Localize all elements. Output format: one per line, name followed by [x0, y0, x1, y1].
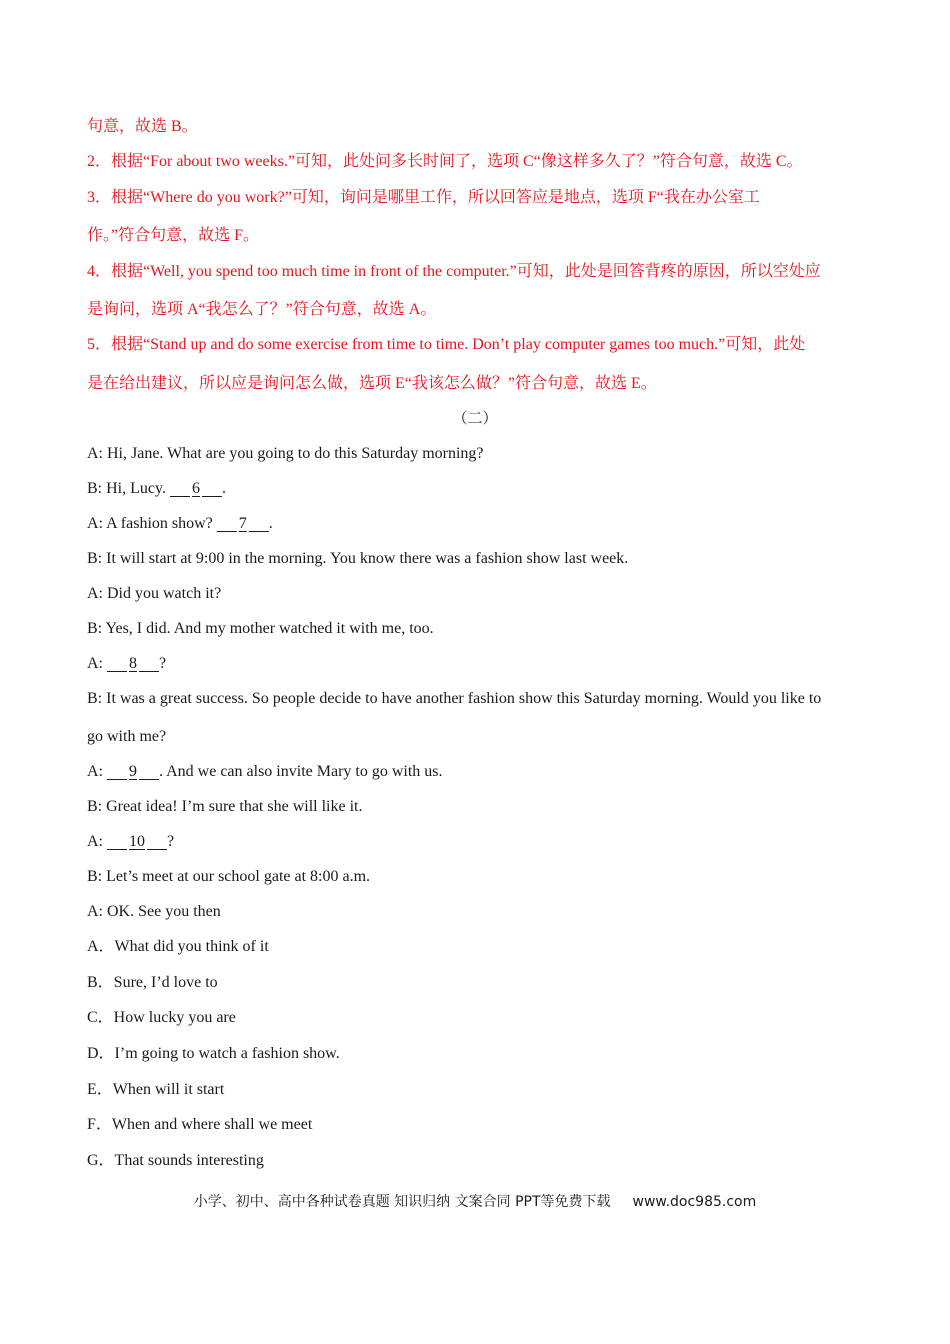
- analysis-item-5: 5．根据“Stand up and do some exercise from time to time. Don’t play computer games too much.”可知，此处: [87, 336, 806, 353]
- option-b: B．Sure, I’d love to: [87, 974, 218, 991]
- line-end: .: [221, 480, 226, 497]
- blank-number: 7: [238, 515, 247, 532]
- option-a: A．What did you think of it: [87, 938, 269, 955]
- blank-8: [107, 653, 159, 675]
- dialogue-line-3: [87, 513, 877, 535]
- dialogue-line-11: [87, 831, 877, 853]
- dialogue-line-9: [87, 761, 877, 783]
- blank-7: [217, 513, 269, 535]
- blank-number: 9: [129, 763, 137, 780]
- analysis-item-3: 3．根据“Where do you work?”可知，询问是哪里工作，所以回答应是地点，选项 F“我在办公室工: [87, 189, 760, 206]
- option-g: G．That sounds interesting: [87, 1152, 264, 1169]
- line-end: ?: [159, 655, 167, 672]
- page-footer: [0, 1191, 950, 1211]
- section-title: （二）: [452, 411, 498, 427]
- blank-9: [107, 761, 159, 783]
- speaker-text: A:: [87, 655, 107, 672]
- analysis-item-4-cont: 是询问，选项 A“我怎么了？”符合句意，故选 A。: [87, 301, 437, 318]
- analysis-line-1: 句意，故选 B。: [87, 118, 198, 135]
- analysis-item-4: 4．根据“Well, you spend too much time in front of the computer.”可知，此处是回答背疼的原因，所以空处应: [87, 263, 821, 280]
- analysis-item-5-cont: 是在给出建议，所以应是询问怎么做，选项 E“我该怎么做？”符合句意，故选 E。: [87, 375, 657, 392]
- analysis-item-3-cont: 作。”符合句意，故选 F。: [87, 227, 260, 244]
- dialogue-line-7: [87, 653, 877, 675]
- dialogue-line-8-cont: go with me?: [87, 728, 167, 745]
- blank-number: 6: [191, 480, 200, 497]
- option-e: E．When will it start: [87, 1081, 225, 1098]
- dialogue-line-8: B: It was a great success. So people decide to have another fashion show this Saturday morning. Would you like to: [87, 690, 822, 707]
- dialogue-line-10: B: Great idea! I’m sure that she will like it.: [87, 798, 363, 815]
- speaker-text: A:: [87, 763, 107, 780]
- dialogue-line-2: [87, 478, 877, 500]
- line-end: .: [268, 515, 273, 532]
- dialogue-line-6: B: Yes, I did. And my mother watched it with me, too.: [87, 620, 434, 637]
- dialogue-line-5: A: Did you watch it?: [87, 585, 222, 602]
- blank-10: [107, 831, 167, 853]
- footer-text: 小学、初中、高中各种试卷真题 知识归纳 文案合同 PPT等免费下载: [193, 1194, 611, 1210]
- speaker-text: A:: [87, 833, 107, 850]
- option-d: D．I’m going to watch a fashion show.: [87, 1045, 340, 1062]
- dialogue-line-1: A: Hi, Jane. What are you going to do this Saturday morning?: [87, 445, 484, 462]
- blank-number: 10: [129, 833, 145, 850]
- analysis-item-2: 2．根据“For about two weeks.”可知，此处问多长时间了，选项 C“像这样多久了？”符合句意，故选 C。: [87, 153, 803, 170]
- line-end: ?: [167, 833, 175, 850]
- option-c: C．How lucky you are: [87, 1009, 236, 1026]
- footer-site-link[interactable]: www.doc985.com: [632, 1194, 757, 1210]
- blank-6: [170, 478, 222, 500]
- option-f: F．When and where shall we meet: [87, 1116, 313, 1133]
- speaker-text: B: Hi, Lucy.: [87, 480, 170, 497]
- blank-number: 8: [129, 655, 137, 672]
- dialogue-line-4: B: It will start at 9:00 in the morning. You know there was a fashion show last week.: [87, 550, 629, 567]
- line-end: . And we can also invite Mary to go with us.: [159, 763, 443, 780]
- dialogue-line-13: A: OK. See you then: [87, 903, 221, 920]
- dialogue-line-12: B: Let’s meet at our school gate at 8:00 a.m.: [87, 868, 371, 885]
- speaker-text: A: A fashion show?: [87, 515, 217, 532]
